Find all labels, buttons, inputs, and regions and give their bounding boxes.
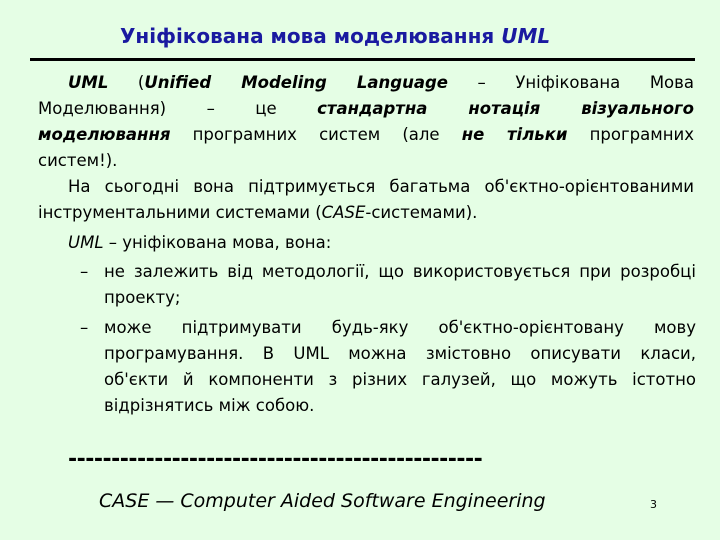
para1-line3-mid: програмних систем (але <box>170 125 462 144</box>
para3-rest: – уніфікована мова, вона: <box>103 233 332 252</box>
bullet2-dash: – <box>80 318 89 337</box>
bullet1-line1: не залежить від методології, що використовується при розробці <box>104 262 696 281</box>
para2-line1: На сьогодні вона підтримується багатьма об'єктно-орієнтованими <box>68 177 694 196</box>
title-rule <box>30 58 695 61</box>
case-term: CASE <box>321 203 366 222</box>
uml-term-2: UML <box>68 233 104 252</box>
para2-line2-start: інструментальними системами ( <box>38 203 322 222</box>
para1-line2-start: Моделювання) – це <box>38 99 318 118</box>
para1-line4: систем!). <box>38 151 118 170</box>
unified-modeling-language: Unified Modeling Language <box>144 73 448 92</box>
para1-line1-rest: – Уніфікована Мова <box>477 73 694 92</box>
bullet2-line1: може підтримувати будь-яку об'єктно-орієнтовану мову <box>104 318 696 337</box>
para2-line2 <box>38 200 694 226</box>
para1-line3-end: програмних <box>567 125 694 144</box>
title-main: Уніфікована мова моделювання <box>120 24 502 48</box>
bullet2-line2: програмування. В UML можна змістовно описувати класи, <box>104 344 696 363</box>
page-number: 3 <box>650 498 657 511</box>
footer-text: CASE — Computer Aided Software Engineering <box>99 490 546 512</box>
para3 <box>68 230 694 256</box>
para1-line3-bold2: не тільки <box>461 125 568 144</box>
para2-line2-end: -системами). <box>365 203 478 222</box>
paren: ( <box>137 73 145 92</box>
para1-line3 <box>38 122 694 148</box>
para1-line1 <box>68 70 694 96</box>
bullet1-line2: проекту; <box>104 288 181 307</box>
dashed-separator: ------------------------------------------------ <box>68 447 483 472</box>
para1-line2 <box>38 96 694 122</box>
uml-term: UML <box>68 73 109 92</box>
bullet2-line3: об'єкти й компоненти з різних галузей, що можуть істотно <box>104 370 696 389</box>
para1-line2-bold: стандартна нотація візуального <box>317 99 694 118</box>
para1-line3-bold: моделювання <box>38 125 171 144</box>
bullet2-line4: відрізнятись між собою. <box>104 396 315 415</box>
title-uml: UML <box>501 24 551 48</box>
slide-title <box>120 24 550 48</box>
bullet1-dash: – <box>80 262 89 281</box>
